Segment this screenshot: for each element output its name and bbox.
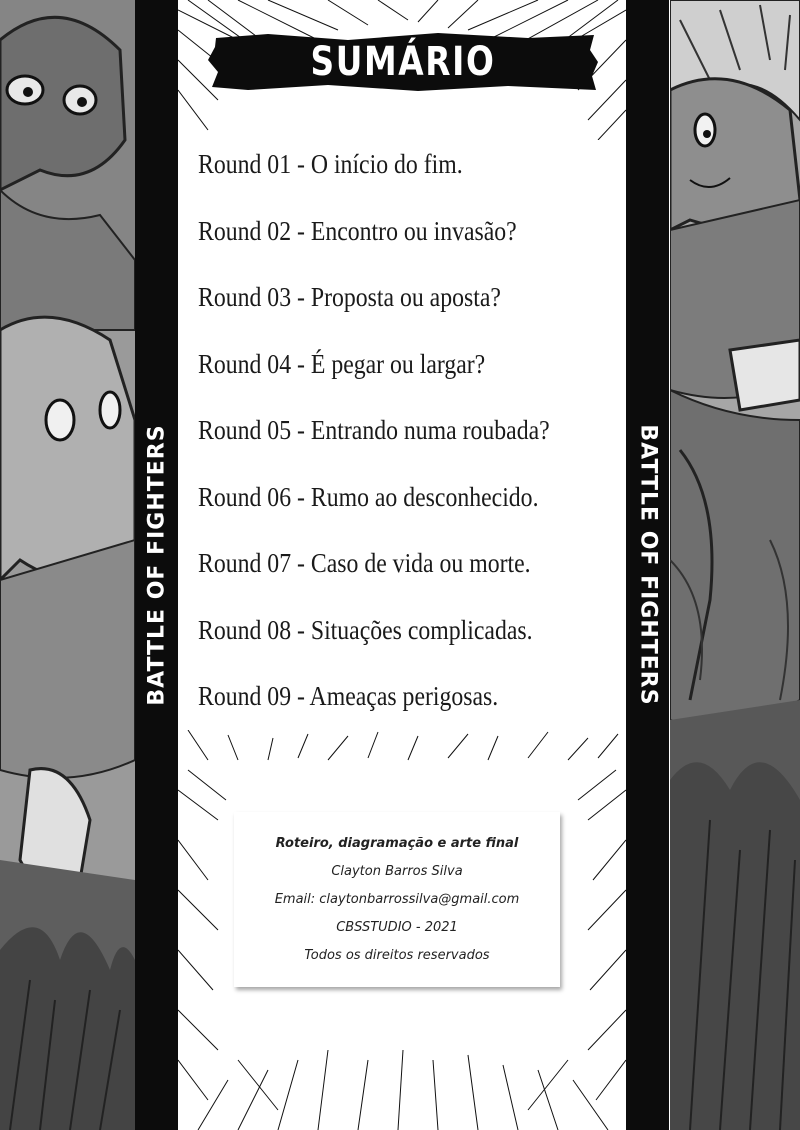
toc-entry-text: Round 06 - Rumo ao desconhecido. [198, 481, 539, 512]
toc-entry-text: Round 07 - Caso de vida ou morte. [198, 548, 531, 578]
credits-author: Clayton Barros Silva [331, 864, 463, 879]
toc-entry-text: Round 09 - Ameaças perigosas. [198, 681, 499, 711]
left-character-artwork [0, 0, 135, 1130]
credits-rights: Todos os direitos reservados [304, 948, 490, 963]
toc-entry-text: Round 04 - É pegar ou largar? [198, 348, 486, 379]
toc-entry [198, 406, 618, 473]
right-character-artwork [670, 0, 800, 1130]
toc-entry [198, 207, 618, 274]
toc-entry [198, 273, 618, 340]
right-title-banner [626, 0, 669, 1130]
toc-entry-text: Round 01 - O início do fim. [198, 149, 463, 179]
toc-entry [198, 140, 618, 207]
banner-text: BATTLE OF FIGHTERS [635, 424, 660, 706]
table-of-contents [198, 140, 618, 739]
toc-entry-text: Round 05 - Entrando numa roubada? [198, 415, 550, 445]
title-banner [208, 32, 598, 92]
credits-heading: Roteiro, diagramação e arte final [275, 836, 519, 851]
toc-entry [198, 340, 618, 407]
left-title-banner [135, 0, 178, 1130]
toc-entry [198, 606, 618, 673]
toc-entry-text: Round 02 - Encontro ou invasão? [198, 215, 517, 246]
credits-studio: CBSSTUDIO - 2021 [336, 920, 458, 935]
toc-entry [198, 473, 618, 540]
contents-page [178, 0, 626, 1130]
credits-email: Email: claytonbarrossilva@gmail.com [274, 892, 520, 907]
page-title: SUMÁRIO [310, 39, 496, 85]
toc-entry [198, 539, 618, 606]
credits-box [234, 812, 560, 987]
toc-entry [198, 672, 618, 739]
banner-text: BATTLE OF FIGHTERS [144, 424, 169, 706]
toc-entry-text: Round 03 - Proposta ou aposta? [198, 282, 501, 312]
toc-entry-text: Round 08 - Situações complicadas. [198, 614, 533, 645]
